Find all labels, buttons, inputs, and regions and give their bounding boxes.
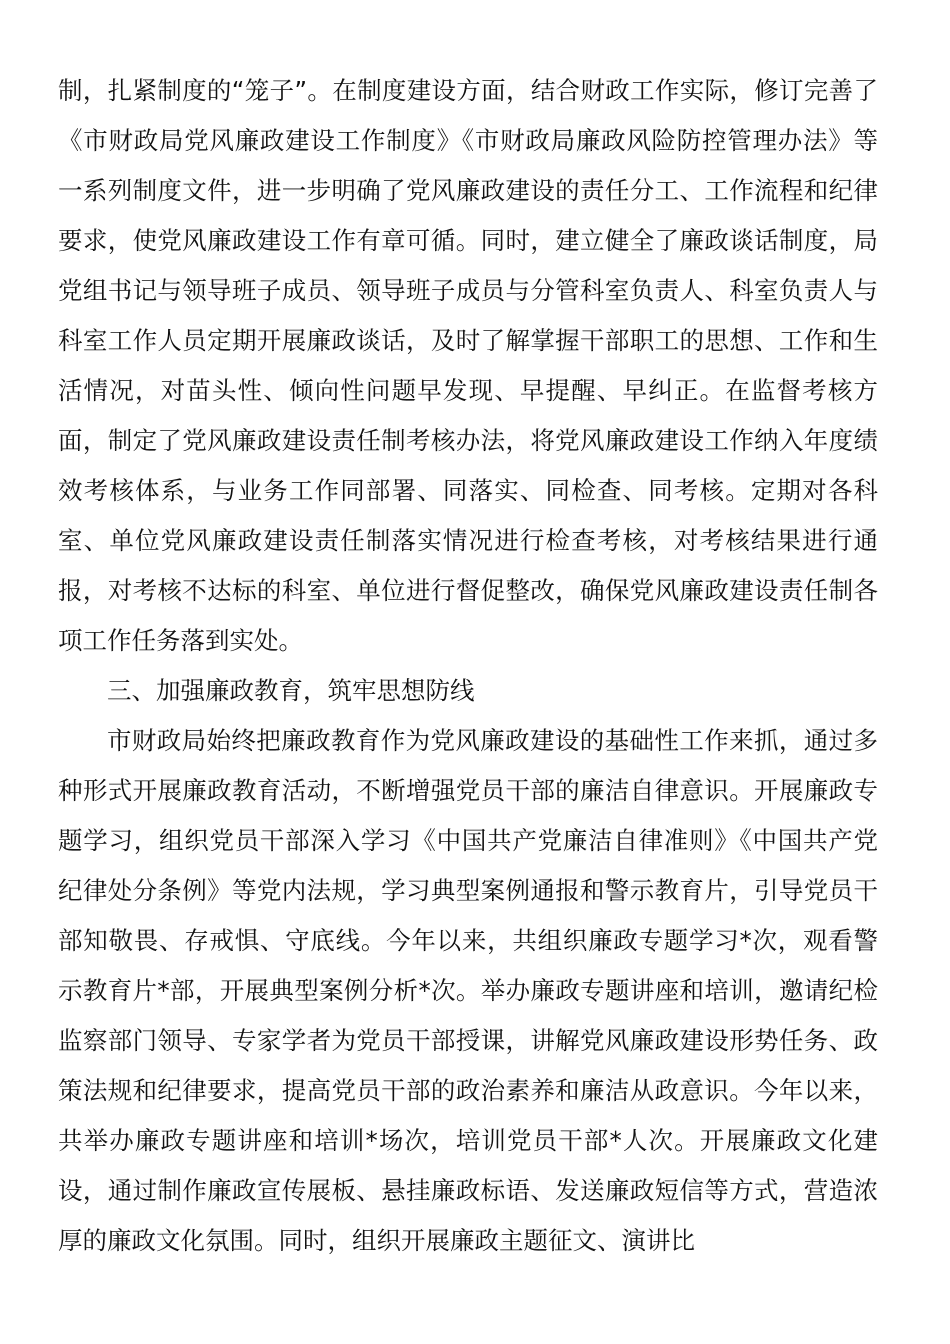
document-body	[58, 66, 878, 1266]
section-heading-3: 三、加强廉政教育，筑牢思想防线	[107, 676, 475, 705]
paragraph-continuation: 制，扎紧制度的“笼子”。在制度建设方面，结合财政工作实际，修订完善了《市财政局党风廉政建设工作制度》《市财政局廉政风险防控管理办法》等一系列制度文件，进一步明确了党风廉政建设的责任分工、工作流程和纪律要求，使党风廉政建设工作有章可循。同时，建立健全了廉政谈话制度，局党组书记与领导班子成员、领导班子成员与分管科室负责人、科室负责人与科室工作人员定期开展廉政谈话，及时了解掌握干部职工的思想、工作和生活情况，对苗头性、倾向性问题早发现、早提醒、早纠正。在监督考核方面，制定了党风廉政建设责任制考核办法，将党风廉政建设工作纳入年度绩效考核体系，与业务工作同部署、同落实、同检查、同考核。定期对各科室、单位党风廉政建设责任制落实情况进行检查考核，对考核结果进行通报，对考核不达标的科室、单位进行督促整改，确保党风廉政建设责任制各项工作任务落到实处。	[58, 76, 878, 655]
paragraph-education: 市财政局始终把廉政教育作为党风廉政建设的基础性工作来抓，通过多种形式开展廉政教育活动，不断增强党员干部的廉洁自律意识。开展廉政专题学习，组织党员干部深入学习《中国共产党廉洁自律准则》《中国共产党纪律处分条例》等党内法规，学习典型案例通报和警示教育片，引导党员干部知敬畏、存戒惧、守底线。今年以来，共组织廉政专题学习*次，观看警示教育片*部，开展典型案例分析*次。举办廉政专题讲座和培训，邀请纪检监察部门领导、专家学者为党员干部授课，讲解党风廉政建设形势任务、政策法规和纪律要求，提高党员干部的政治素养和廉洁从政意识。今年以来，共举办廉政专题讲座和培训*场次，培训党员干部*人次。开展廉政文化建设，通过制作廉政宣传展板、悬挂廉政标语、发送廉政短信等方式，营造浓厚的廉政文化氛围。同时，组织开展廉政主题征文、演讲比	[58, 726, 878, 1255]
